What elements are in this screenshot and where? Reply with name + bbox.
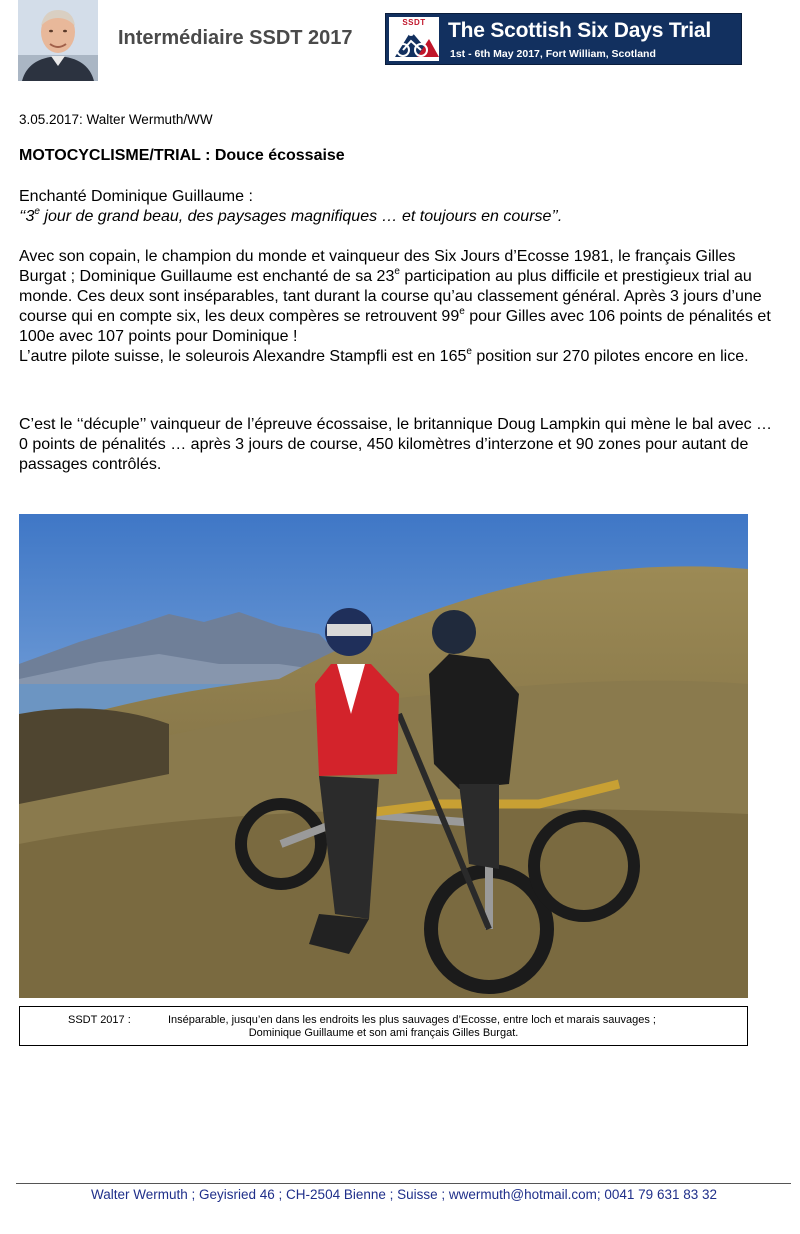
caption-label: SSDT 2017 : [68, 1014, 131, 1026]
photo-caption [19, 1006, 748, 1046]
header-title: Intermédiaire SSDT 2017 [118, 27, 353, 49]
caption-line-2: Dominique Guillaume et son ami français Gilles Burgat. [248, 1027, 519, 1039]
banner-title: The Scottish Six Days Trial [448, 19, 712, 42]
author-portrait-image [18, 0, 98, 81]
ssdt-logo [389, 17, 439, 61]
article-photo [19, 514, 748, 998]
article-intro: Enchanté Dominique Guillaume : [19, 188, 253, 205]
ssdt-logo-text: SSDT [402, 18, 426, 27]
article-dateline: 3.05.2017: Walter Wermuth/WW [19, 112, 213, 127]
article-paragraph-1: Avec son copain, le champion du monde et vainqueur des Six Jours d’Ecosse 1981, le français Gilles Burgat ; Dominique Guillaume est enchanté de sa 23e participation au plus difficile et prestigieux trial au monde. Ces deux sont inséparables, tant durant la course qu’au classement général. Après 3 jours d’une course qui en compte six, les deux compères se retrouvent 99e pour Gilles avec 106 points de pénalités et 100e avec 107 points pour Dominique ! L’autre pilote suisse, le soleurois Alexandre Stampfli est en 165e position sur 270 pilotes encore en lice. [19, 248, 771, 365]
article-headline: MOTOCYCLISME/TRIAL : Douce écossaise [19, 147, 345, 164]
article-paragraph-2: C’est le ‘‘décuple’’ vainqueur de l’épreuve écossaise, le britannique Doug Lampkin qui mène le bal avec … 0 points de pénalités … après 3 jours de course, 450 kilomètres d’interzone et 90 zones pour autant de passages contrôlés. [19, 416, 773, 473]
footer-contact: Walter Wermuth ; Geyisried 46 ; CH-2504 Bienne ; Suisse ; wwermuth@hotmail.com; 0041 79 631 83 32 [91, 1187, 717, 1202]
trial-riders-landscape-image [19, 514, 748, 998]
caption-line-1: Inséparable, jusqu’en dans les endroits les plus sauvages d’Ecosse, entre loch et marais sauvages ; [168, 1014, 656, 1026]
author-photo [18, 0, 98, 81]
article-quote: ‘‘3e jour de grand beau, des paysages magnifiques … et toujours en course’’. [19, 205, 563, 225]
ssdt-banner [385, 13, 742, 65]
footer-divider [16, 1183, 791, 1184]
banner-subtitle: 1st - 6th May 2017, Fort William, Scotland [450, 48, 656, 60]
